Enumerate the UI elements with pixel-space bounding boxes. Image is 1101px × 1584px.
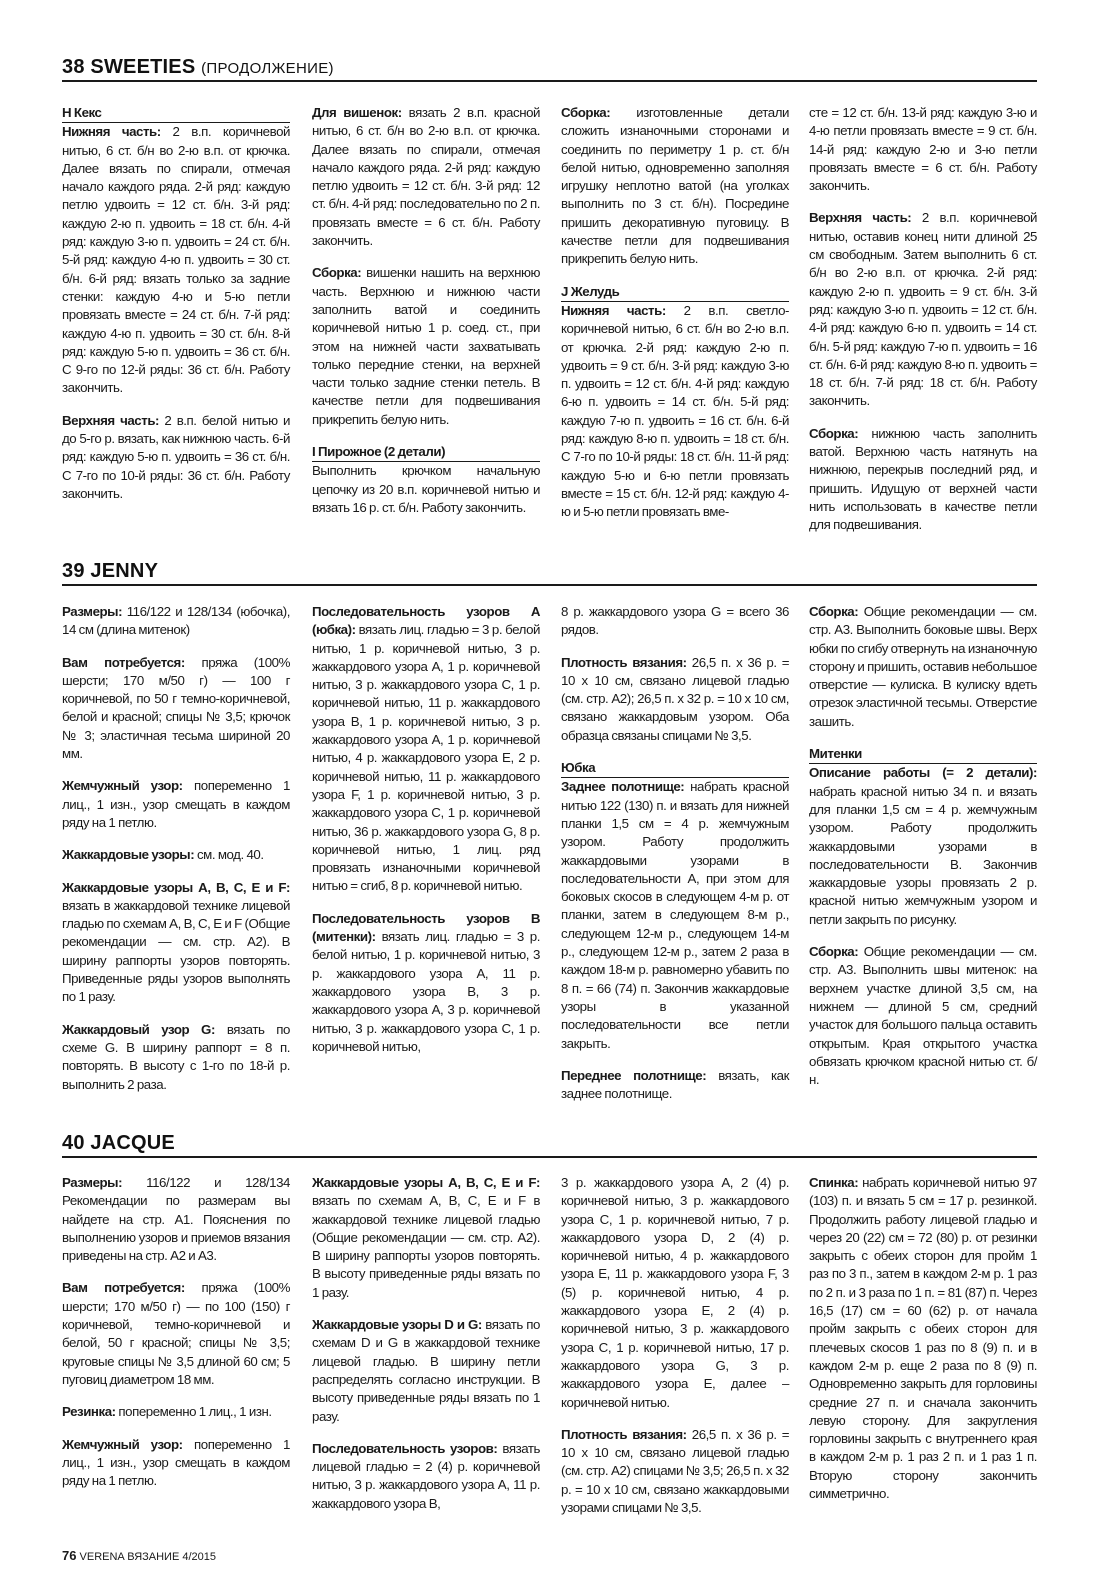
paragraph-text: 26,5 п. x 36 р. = 10 x 10 см, связано лицевой гладью (см. стр. A2) спицами № 3,5; 26,5 п. x 32 р. = 10 x 10 см, связано жаккардовыми узорами спицами № 3,5. <box>561 1426 790 1516</box>
pattern-h-title: H Кекс <box>62 104 290 123</box>
paragraph-text: вязать, как заднее полотнище. <box>561 1067 789 1102</box>
paragraph-label: Резинка: <box>62 1404 116 1420</box>
paragraph-label: Жемчужный узор: <box>62 778 183 794</box>
paragraph-label: Спинка: <box>809 1175 859 1190</box>
paragraph-text: Выполнить крючком начальную цепочку из 20 в.п. коричневой нитью и вязать 16 р. ст. б/н. Работу закончить. <box>312 463 540 515</box>
paragraph-text: пряжа (100% шерсти; 170 м/50 г) — по 100 (150) г коричневой, темно-коричневой и белой, 50 г красной; спицы № 3,5; круговые спицы № 3,5 длиной 60 см; 5 пуговиц диаметром 18 мм. <box>62 1280 290 1387</box>
paragraph-text: 2 в.п. белой нитью и до 5-го р. вязать, как нижнюю часть. 6-й ряд: каждую 5-ю п. удвоить = 36 ст. б/н. С 7-го по 10-й ряды: 36 ст. б/н. Работу закончить. <box>62 412 290 501</box>
pattern-j-title: J Желудь <box>561 283 789 302</box>
paragraph-label: Сборка: <box>809 425 859 441</box>
paragraph-text: набрать красной нитью 122 (130) п. и вязать для нижней планки 1,5 см = 4 р. жемчужным узором. Работу продолжить жаккардовыми узорами в последовательности A, при этом для боковых скосов в следующем 4-м р. от планки, затем в следующем 8-м р., следующем 12-м р., следующем 14-м р., следующем 12-м р., затем 2 раза в каждом 18-м р. равномерно убавить по 8 п. = 66 (74) п. Закончив жаккардовые узоры в указанной последовательности все петли закрыть. <box>561 779 789 1051</box>
paragraph-label: Последовательность узоров: <box>312 1440 498 1456</box>
paragraph-text: см. мод. 40. <box>196 847 264 863</box>
paragraph-label: Верхняя часть: <box>809 210 912 226</box>
paragraph-label: Описание работы (= 2 детали): <box>809 765 1037 781</box>
s40-column-4 <box>809 1174 1037 1503</box>
paragraph-label: Плотность вязания: <box>561 1426 687 1442</box>
paragraph-label: Для вишенок: <box>312 105 402 120</box>
paragraph-label: Жемчужный узор: <box>62 1436 183 1452</box>
section-header-38 <box>62 52 1037 82</box>
paragraph-text: сте = 12 ст. б/н. 13-й ряд: каждую 3-ю и 4-ю петли провязать вместе = 9 ст. б/н. 14-й ряд: каждую 2-ю и 3-ю петли провязать вместе = 6 ст. б/н. Работу закончить. <box>809 105 1037 194</box>
s39-column-1 <box>62 603 290 1094</box>
paragraph-text: набрать красной нитью 34 п. и вязать для планки 1,5 см = 4 р. жемчужным узором. Работу продолжить жаккардовыми узорами в последовательности B. Закончив жаккардовые узоры провязать 2 р. красной нитью жемчужным узором и петли закрыть по рисунку. <box>809 783 1037 927</box>
paragraph-label: Переднее полотнище: <box>561 1067 707 1083</box>
paragraph-label: Последовательность узоров A (юбка): <box>312 604 540 638</box>
s39-column-4 <box>809 603 1037 1089</box>
paragraph-label: Заднее полотнище: <box>561 779 685 795</box>
paragraph-text: 26,5 п. x 36 р. = 10 x 10 см, связано лицевой гладью (см. стр. A2); 26,5 п. x 32 р. = 10 x 10 см, связано жаккардовым узором. Оба образца связаны спицами № 3,5. <box>561 654 790 743</box>
paragraph-text: 116/122 и 128/134 (юбочка), 14 см (длина митенок) <box>62 604 290 638</box>
section-title <box>62 560 158 583</box>
s40-column-3 <box>561 1174 789 1517</box>
s38-column-3 <box>561 104 789 522</box>
paragraph-text: вязать в жаккардовой технике лицевой гладью по схемам A, B, C, E и F (Общие рекомендации — см. стр. A2). В ширину раппорты узоров повторять. Приведенные ряды узоров выполнять по 1 разу. <box>62 897 290 1005</box>
s38-column-1 <box>62 104 290 517</box>
s39-column-2 <box>312 603 540 1056</box>
section-name: SWEETIES <box>90 56 196 78</box>
paragraph-label: Вам потребуется: <box>62 654 185 670</box>
paragraph-label: Последовательность узоров B (митенки): <box>312 910 540 945</box>
paragraph-text: попеременно 1 лиц., 1 изн., узор смещать в каждом ряду на 1 петлю. <box>62 1436 290 1489</box>
pattern-i-title: I Пирожное (2 детали) <box>312 443 540 462</box>
paragraph-text: 116/122 и 128/134 Рекомендации по размерам вы найдете на стр. A1. Пояснения по выполнению узоров и приемов вязания приведены на стр. A2 и A3. <box>62 1175 290 1264</box>
paragraph-text: пряжа (100% шерсти; 170 м/50 г) — 100 г коричневой, по 50 г темно-коричневой, белой и красной; спицы № 3,5; крючок № 3; эластичная тесьма шириной 20 мм. <box>62 654 290 762</box>
section-number: 38 <box>62 56 85 78</box>
paragraph-label: Нижняя часть: <box>62 124 161 140</box>
paragraph-label: Жаккардовые узоры A, B, C, E и F: <box>312 1175 540 1190</box>
section-subtitle: (ПРОДОЛЖЕНИЕ) <box>201 60 334 77</box>
s39-column-3 <box>561 603 789 1103</box>
paragraph-text: попеременно 1 лиц., 1 изн., узор смещать в каждом ряду на 1 петлю. <box>62 778 290 830</box>
paragraph-text: 2 в.п. коричневой нитью, оставив конец нити длиной 25 см свободным. Затем выполнить 6 ст. б/н во 2-ю в.п. от крючка. 2-й ряд: каждую 2-ю п. удвоить = 9 ст. б/н. 3-й ряд: каждую 3-ю п. удвоить = 12 ст. б/н. 4-й ряд: каждую 6-ю п. удвоить = 14 ст. б/н. 5-й ряд: каждую 7-ю п. удвоить = 16 ст. б/н. 6-й ряд: каждую 8-ю п. удвоить = 18 ст. б/н. 7-й ряд: 18 ст. б/н. Работу закончить. <box>809 210 1037 409</box>
paragraph-label: Плотность вязания: <box>561 654 687 670</box>
skirt-subheading: Юбка <box>561 759 789 778</box>
paragraph-text: вязать 2 в.п. красной нитью, 6 ст. б/н во 2-ю в.п. от крючка. Далее вязать по спирали, отмечая начало каждого ряда. 2-й ряд: каждую петлю удвоить = 12 ст. б/н. 3-й ряд: 12 ст. б/н. 4-й ряд: последовательно по 2 п. провязать вместе = 6 ст. б/н. Работу закончить. <box>312 105 541 249</box>
section-title <box>62 1132 175 1155</box>
paragraph-label: Жаккардовые узоры: <box>62 847 195 863</box>
paragraph-label: Верхняя часть: <box>62 412 160 428</box>
paragraph-text: вязать по схемам A, B, C, E и F в жаккардовой технике лицевой гладью (Общие рекомендации — см. стр. A2). В ширину раппорты узоров повторять. В высоту приведенные ряды вязать по 1 разу. <box>312 1193 540 1300</box>
page-footer <box>62 1548 216 1563</box>
section-name: JACQUE <box>90 1132 175 1154</box>
paragraph-text: вязать лиц. гладью = 3 р. белой нитью, 1 р. коричневой нитью, 3 р. жаккардового узора A, 11 р. жаккардового узора B, 3 р. жаккардового узора A, 3 р. коричневой нитью, 3 р. жаккардового узора C, 1 р. коричневой нитью, <box>312 929 540 1054</box>
section-number: 40 <box>62 1132 85 1154</box>
section-header-40 <box>62 1128 1037 1158</box>
paragraph-label: Жаккардовые узоры A, B, C, E и F: <box>62 879 290 895</box>
paragraph-text: вязать по схеме G. В ширину раппорт = 8 п. повторять. В высоту с 1-го по 18-й р. выполнить 2 раза. <box>62 1021 291 1092</box>
paragraph-text: 3 р. жаккардового узора A, 2 (4) р. коричневой нитью, 3 р. жаккардового узора C, 1 р. коричневой нитью, 7 р. жаккардового узора D, 2 (4) р. коричневой нитью, 4 р. жаккардового узора E, 11 р. жаккардового узора F, 3 (5) р. коричневой нитью, 4 р. жаккардового узора E, 2 (4) р. коричневой нитью, 3 р. жаккардового узора C, 1 р. коричневой нитью, 17 р. жаккардового узора G, 3 р. жаккардового узора E, далее – коричневой нитью. <box>561 1175 789 1410</box>
paragraph-text: 2 в.п. светло-коричневой нитью, 6 ст. б/н во 2-ю в.п. от крючка. 2-й ряд: каждую 2-ю п. удвоить = 9 ст. б/н. 3-й ряд: каждую 3-ю п. удвоить = 12 ст. б/н. 4-й ряд: каждую 6-ю п. удвоить = 14 ст. б/н. 5-й ряд: каждую 7-ю п. удвоить = 16 ст. б/н. 6-й ряд: каждую 8-ю п. удвоить = 18 ст. б/н. С 7-го по 10-й ряды: 18 ст. б/н. 11-й ряд: каждую 5-ю и 6-ю петли провязать вместе = 15 ст. б/н. 12-й ряд: каждую 4-ю и 5-ю петли провязать вме- <box>561 302 789 520</box>
paragraph-label: Размеры: <box>62 1175 123 1190</box>
paragraph-label: Жаккардовый узор G: <box>62 1021 215 1037</box>
paragraph-text: попеременно 1 лиц., 1 изн. <box>118 1404 272 1420</box>
paragraph-label: Нижняя часть: <box>561 302 666 318</box>
s40-column-1 <box>62 1174 290 1490</box>
section-number: 39 <box>62 560 85 582</box>
section-header-39 <box>62 556 1037 586</box>
paragraph-label: Вам потребуется: <box>62 1280 185 1296</box>
paragraph-text: изготовленные детали сложить изнаночными сторонами и соединить по периметру 1 р. ст. б/н белой нитью, одновременно заполняя игрушку неплотно ватой (на уголках выполнить по 3 ст. б/н). Посредине пришить декоративную пуговицу. В качестве петли для подвешивания прикрепить белую нить. <box>561 105 789 267</box>
page-number: 76 <box>62 1548 77 1563</box>
paragraph-text: Общие рекомендации — см. стр. A3. Выполнить швы митенок: на верхнем участке длиной 3,5 см, на нижнем — длиной 5 см, средний участок для большого пальца оставить открытым. Края открытого участка обвязать крючком красной нитью ст. б/н. <box>809 944 1037 1088</box>
paragraph-text: вязать лицевой гладью = 2 (4) р. коричневой нитью, 3 р. жаккардового узора A, 11 р. жаккардового узора B, <box>312 1440 540 1511</box>
paragraph-label: Сборка: <box>561 105 611 120</box>
section-title <box>62 56 334 79</box>
paragraph-text: 8 р. жаккардового узора G = всего 36 рядов. <box>561 604 789 638</box>
mittens-subheading: Митенки <box>809 745 1037 764</box>
paragraph-label: Сборка: <box>809 604 859 619</box>
s38-column-4 <box>809 104 1037 535</box>
paragraph-text: нижнюю часть заполнить ватой. Верхнюю часть натянуть на нижнюю, перекрыв последний ряд, и пришить. Идущую от верхней части нить использовать в качестве петли для подвешивания. <box>809 425 1037 533</box>
paragraph-text: вишенки нашить на верхнюю часть. Верхнюю и нижнюю части заполнить ватой и соединить коричневой нитью 1 р. соед. ст., при этом на нижней части захватывать только передние стенки, на верхней части только задние стенки петель. В качестве петли для подвешивания прикрепить белую нить. <box>312 265 541 427</box>
paragraph-label: Сборка: <box>809 944 859 960</box>
magazine-issue: VERENA ВЯЗАНИЕ 4/2015 <box>79 1551 216 1563</box>
paragraph-text: набрать коричневой нитью 97 (103) п. и вязать 5 см = 17 р. резинкой. Продолжить работу лицевой гладью и через 20 (22) см = 72 (80) р. от резинки закрыть с обеих сторон для пройм 1 раз по 3 п., затем в каждом 2-м р. 1 раз по 2 п. и 3 раза по 1 п. = 81 (87) п. Через 16,5 (17) см = 60 (62) р. от начала пройм закрыть с обеих сторон для плечевых скосов 1 раз по 8 (9) п. и в каждом 2-м р. еще 2 раза по 8 (9) п. Одновременно закрыть для горловины средние 27 п. и сначала закончить левую сторону. Для закругления горловины закрыть с внутреннего края в каждом 2-м р. 1 раз 2 п. и 1 раз 1 п. Вторую сторону закончить симметрично. <box>809 1175 1037 1502</box>
s40-column-2 <box>312 1174 540 1513</box>
paragraph-label: Размеры: <box>62 604 123 619</box>
paragraph-text: Общие рекомендации — см. стр. A3. Выполнить боковые швы. Верх юбки по сгибу отвернуть на изнаночную сторону и пришить, оставив небольшое отверстие — кулиска. В кулиску вдеть отрезок эластичной тесьмы. Отверстие зашить. <box>809 604 1037 729</box>
paragraph-text: вязать по схемам D и G в жаккардовой технике лицевой гладью. В ширину петли распределять согласно инструкции. В высоту приведенные ряды вязать по 1 разу. <box>312 1317 541 1424</box>
paragraph-label: Сборка: <box>312 265 362 281</box>
paragraph-text: 2 в.п. коричневой нитью, 6 ст. б/н во 2-ю в.п. от крючка. Далее вязать по спирали, отмечая начало каждого ряда. 2-й ряд: каждую петлю удвоить = 12 ст. б/н. 3-й ряд: каждую 2-ю п. удвоить = 18 ст. б/н. 4-й ряд: каждую 3-ю п. удвоить = 24 ст. б/н. 5-й ряд: каждую 4-ю п. удвоить = 30 ст. б/н. 6-й ряд: вязать только за задние стенки: каждую 4-ю и 5-ю петли провязать вместе = 24 ст. б/н. 7-й ряд: каждую 4-ю п. удвоить = 30 ст. б/н. 8-й ряд: каждую 5-ю п. удвоить = 36 ст. б/н. С 9-го по 12-й ряды: 36 ст. б/н. Работу закончить. <box>62 124 290 396</box>
section-name: JENNY <box>90 560 159 582</box>
paragraph-text: вязать лиц. гладью = 3 р. белой нитью, 1 р. коричневой нитью, 3 р. жаккардового узора A, 1 р. коричневой нитью, 3 р. жаккардового узора C, 1 р. коричневой нитью, 11 р. жаккардового узора B, 1 р. коричневой нитью, 3 р. жаккардового узора A, 1 р. коричневой нитью, 4 р. жаккардового узора E, 2 р. коричневой нитью, 11 р. жаккардового узора F, 1 р. коричневой нитью, 3 р. жаккардового узора C, 1 р. коричневой нитью, 36 р. жаккардового узора G, 8 р. коричневой нитью, 1 лиц. ряд провязать изнаночными коричневой нитью = сгиб, 8 р. коричневой нитью. <box>312 622 540 894</box>
s38-column-2 <box>312 104 540 517</box>
paragraph-label: Жаккардовые узоры D и G: <box>312 1317 482 1333</box>
